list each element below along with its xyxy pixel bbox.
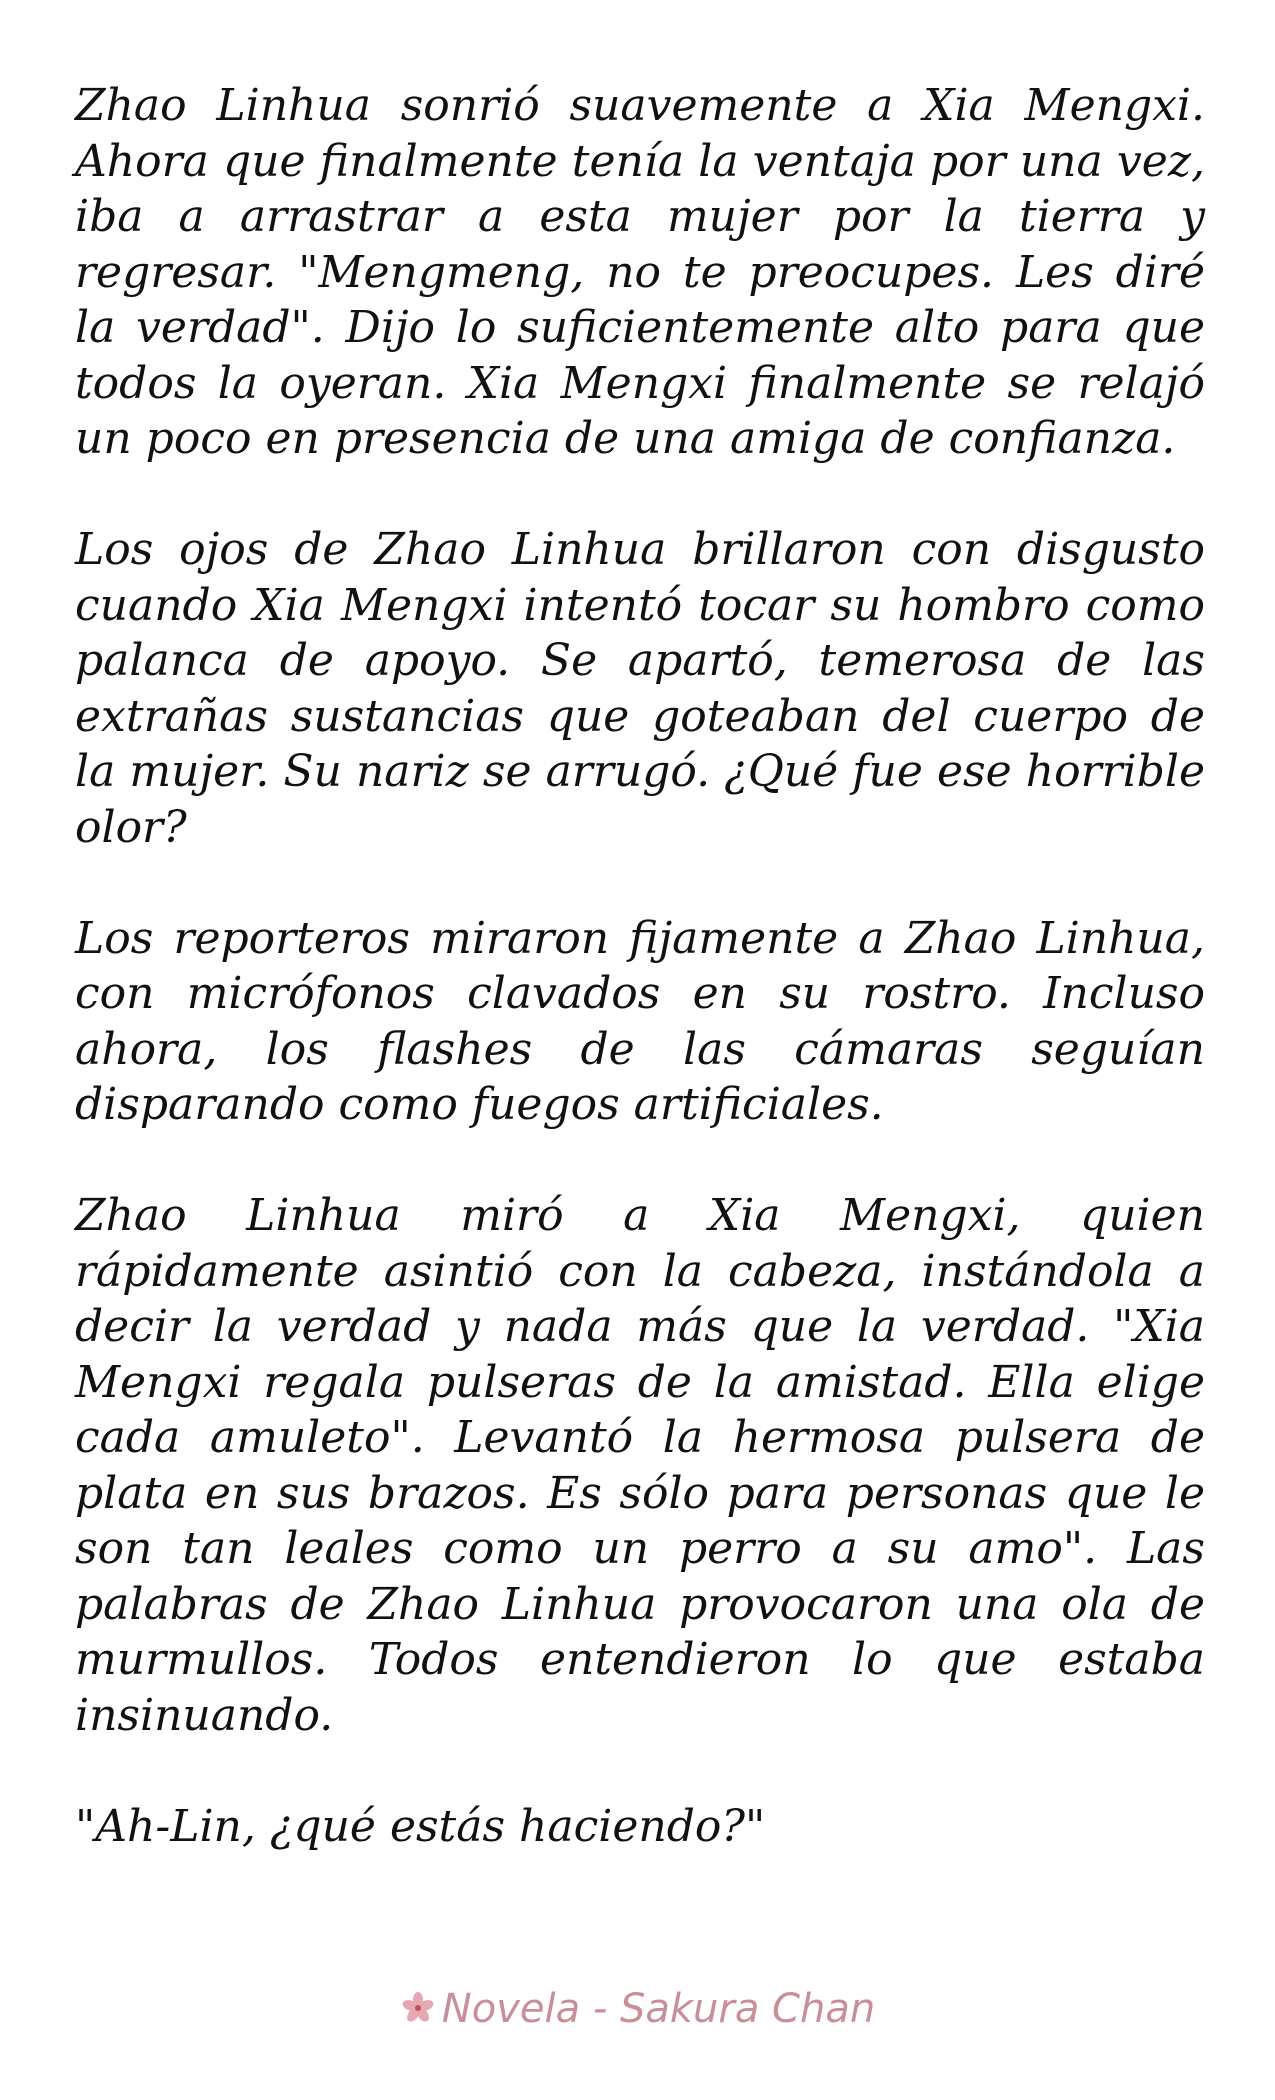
paragraph-1: Zhao Linhua sonrió suavemente a Xia Mengxi. Ahora que finalmente tenía la ventaja por una vez, iba a arrastrar a esta mujer por la tierra y regresar. "Mengmeng, no te preocupes. Les diré la verdad". Dijo lo suficientemente alto para que todos la oyeran. Xia Mengxi finalmente se relajó un poco en presencia de una amiga de confianza. <box>75 80 1205 464</box>
paragraph-2: Los ojos de Zhao Linhua brillaron con disgusto cuando Xia Mengxi intentó tocar su hombro como palanca de apoyo. Se apartó, temerosa de las extrañas sustancias que goteaban del cuerpo de la mujer. Su nariz se arrugó. ¿Qué fue ese horrible olor? <box>75 524 1205 853</box>
watermark <box>0 1986 1275 2032</box>
paragraph-5: "Ah-Lin, ¿qué estás haciendo?" <box>75 1800 766 1852</box>
paragraph-3: Los reporteros miraron fijamente a Zhao Linhua, con micrófonos clavados en su rostro. Incluso ahora, los flashes de las cámaras seguían disparando como fuegos artificiales. <box>75 912 1205 1130</box>
watermark-text: Novela - Sakura Chan <box>441 1986 876 2032</box>
sakura-blossom-icon <box>400 1990 436 2026</box>
story-text <box>75 78 1205 1854</box>
paragraph-4: Zhao Linhua miró a Xia Mengxi, quien rápidamente asintió con la cabeza, instándola a decir la verdad y nada más que la verdad. "Xia Mengxi regala pulseras de la amistad. Ella elige cada amuleto". Levantó la hermosa pulsera de plata en sus brazos. Es sólo para personas que le son tan leales como un perro a su amo". Las palabras de Zhao Linhua provocaron una ola de murmullos. Todos entendieron lo que estaba insinuando. <box>75 1190 1205 1741</box>
